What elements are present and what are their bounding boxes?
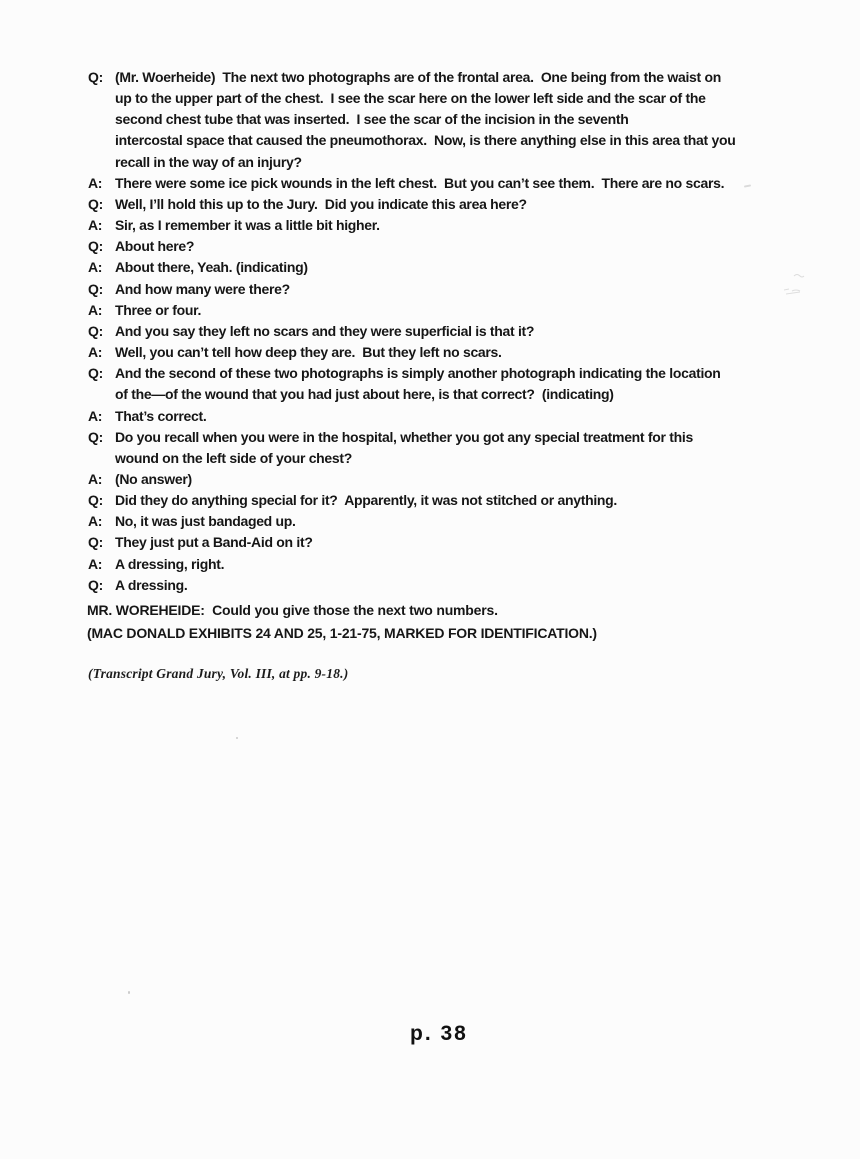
speaker-prefix: Q: [88, 576, 103, 593]
transcript-line: Sir, as I remember it was a little bit higher. [115, 217, 380, 234]
transcript-entry [88, 279, 735, 300]
speaker-prefix: A: [88, 407, 103, 424]
speaker-prefix: Q: [88, 280, 103, 297]
transcript-line: intercostal space that caused the pneumothorax. Now, is there anything else in this area that you [115, 132, 736, 149]
speaker-prefix: Q: [88, 534, 103, 551]
transcript-line: (No answer) [115, 470, 192, 487]
transcript-entry [88, 342, 735, 363]
citation-line: (Transcript Grand Jury, Vol. III, at pp. 9-18.) [88, 666, 349, 681]
transcript-entry [88, 363, 735, 405]
closing-block [87, 599, 597, 645]
transcript-entry [88, 511, 735, 532]
pencil-scribble-artifact [780, 270, 824, 300]
page-number: p. 38 [410, 1022, 468, 1045]
transcript-line: About there, Yeah. (indicating) [115, 259, 308, 276]
speaker-prefix: Q: [88, 238, 103, 255]
speaker-prefix: A: [88, 301, 103, 318]
scan-speck [744, 184, 751, 187]
transcript-line: And how many were there? [115, 280, 290, 297]
speaker-prefix: Q: [88, 428, 103, 445]
transcript-line: Well, I’ll hold this up to the Jury. Did you indicate this area here? [115, 195, 527, 212]
transcript-entry [88, 406, 735, 427]
speaker-prefix: A: [88, 217, 103, 234]
transcript-line: wound on the left side of your chest? [115, 449, 353, 466]
transcript-line: Did they do anything special for it? Apparently, it was not stitched or anything. [115, 492, 618, 509]
transcript-entry [88, 427, 735, 469]
transcript-line: Do you recall when you were in the hospital, whether you got any special treatment for this [115, 428, 693, 445]
speaker-prefix: A: [88, 344, 103, 361]
transcript-entry [88, 469, 735, 490]
speaker-prefix: A: [88, 259, 103, 276]
transcript-line: of the—of the wound that you had just about here, is that correct? (indicating) [115, 386, 614, 403]
transcript-line: They just put a Band-Aid on it? [115, 534, 313, 551]
speaker-prefix: A: [88, 174, 103, 191]
closing-line: (MAC DONALD EXHIBITS 24 AND 25, 1-21-75, MARKED FOR IDENTIFICATION.) [87, 625, 597, 641]
speaker-prefix: A: [88, 470, 103, 487]
transcript-line: A dressing, right. [115, 555, 225, 572]
transcript-entry [88, 490, 735, 511]
transcript-line: That’s correct. [115, 407, 207, 424]
transcript-entry [88, 257, 735, 278]
transcript-entry [88, 194, 735, 215]
transcript-entry [88, 321, 735, 342]
speaker-prefix: Q: [88, 365, 103, 382]
transcript-line: And you say they left no scars and they were superficial is that it? [115, 322, 535, 339]
transcript-line: Three or four. [115, 301, 202, 318]
speaker-prefix: Q: [88, 492, 103, 509]
transcript-line: recall in the way of an injury? [115, 153, 302, 170]
transcript-entry [88, 173, 735, 194]
transcript-entry [88, 67, 735, 173]
transcript-entry [88, 575, 735, 596]
transcript-line: There were some ice pick wounds in the left chest. But you can’t see them. There are no scars. [115, 174, 725, 191]
transcript-line: (Mr. Woerheide) The next two photographs are of the frontal area. One being from the waist on [115, 69, 721, 85]
speaker-prefix: A: [88, 555, 103, 572]
transcript-line: No, it was just bandaged up. [115, 513, 296, 530]
scan-speck [236, 737, 238, 739]
transcript-entry [88, 532, 735, 553]
closing-line: MR. WOREHEIDE: Could you give those the next two numbers. [87, 602, 498, 618]
transcript-line: About here? [115, 238, 195, 255]
transcript-line: Well, you can’t tell how deep they are. But they left no scars. [115, 344, 502, 361]
speaker-prefix: Q: [88, 69, 103, 85]
speaker-prefix: Q: [88, 322, 103, 339]
speaker-prefix: Q: [88, 195, 103, 212]
transcript-line: second chest tube that was inserted. I see the scar of the incision in the seventh [115, 111, 629, 128]
speaker-prefix: A: [88, 513, 103, 530]
transcript-entry [88, 554, 735, 575]
transcript-body [88, 67, 735, 596]
transcript-entry [88, 215, 735, 236]
transcript-entry [88, 236, 735, 257]
transcript-line: A dressing. [115, 576, 188, 593]
transcript-line: And the second of these two photographs is simply another photograph indicating the location [115, 365, 721, 382]
transcript-entry [88, 300, 735, 321]
scan-speck [128, 991, 130, 994]
transcript-line: up to the upper part of the chest. I see the scar here on the lower left side and the scar of the [115, 90, 706, 107]
